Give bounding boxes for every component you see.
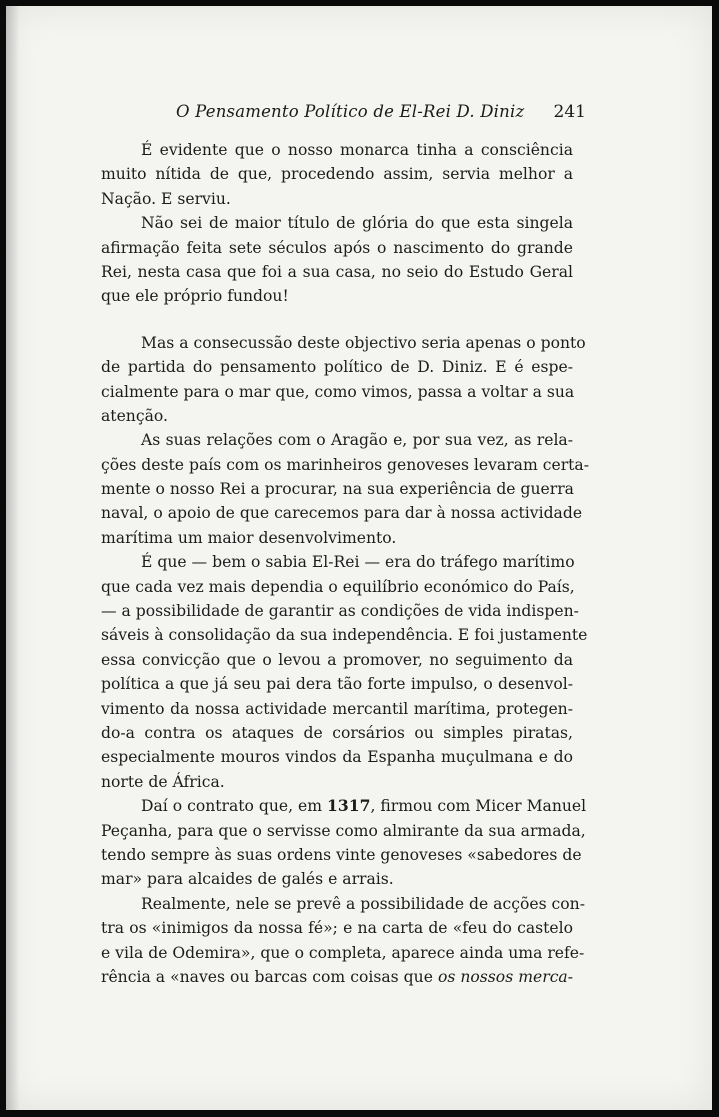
text-line: ções deste país com os marinheiros genoveses levaram certa- xyxy=(101,455,589,474)
text-line: É que — bem o sabia El-Rei — era do tráfego marítimo xyxy=(141,553,575,572)
paragraph xyxy=(101,211,573,309)
italic-quote: os nossos merca- xyxy=(437,967,573,986)
text-line: que ele próprio fundou! xyxy=(101,287,289,306)
text-line: política a que já seu pai dera tão forte impulso, o desenvol- xyxy=(101,675,573,694)
text-line: cialmente para o mar que, como vimos, passa a voltar a sua xyxy=(101,382,575,401)
text-line: marítima um maior desenvolvimento. xyxy=(101,528,397,547)
running-header xyxy=(176,102,586,130)
running-title: O Pensamento Político de El-Rei D. Diniz xyxy=(176,102,525,121)
text-line: norte de África. xyxy=(101,772,225,791)
text-line: mente o nosso Rei a procurar, na sua experiência de guerra xyxy=(101,480,574,499)
section-gap xyxy=(101,309,573,331)
text-line: tendo sempre às suas ordens vinte genoveses «sabedores de xyxy=(101,845,582,864)
text-line: Rei, nesta casa que foi a sua casa, no seio do Estudo Geral xyxy=(101,262,573,281)
page-number: 241 xyxy=(553,102,586,122)
text-line: vimento da nossa actividade mercantil marítima, protegen- xyxy=(101,699,573,718)
text-line: mar» para alcaides de galés e arrais. xyxy=(101,870,394,889)
paragraph xyxy=(101,428,589,550)
binding-shadow xyxy=(6,6,20,1110)
paragraph xyxy=(101,794,587,892)
text-line: — a possibilidade de garantir as condições de vida indispen- xyxy=(101,602,579,621)
body-text xyxy=(101,138,589,989)
text-line: As suas relações com o Aragão e, por sua vez, as rela- xyxy=(141,431,573,450)
text-line: tra os «inimigos da nossa fé»; e na carta de «feu do castelo xyxy=(101,919,573,938)
text-fragment: , firmou com Micer Manuel xyxy=(370,797,587,816)
text-line: Mas a consecussão deste objectivo seria apenas o ponto xyxy=(141,333,586,352)
text-line: sáveis à consolidação da sua independência. E foi justamente xyxy=(101,626,588,645)
text-line: Peçanha, para que o servisse como almirante da sua armada, xyxy=(101,821,586,840)
text-fragment: Daí o contrato que, em xyxy=(141,797,328,816)
text-line: do-a contra os ataques de corsários ou simples piratas, xyxy=(101,723,573,742)
text-line: de partida do pensamento político de D. Diniz. E é espe- xyxy=(101,358,573,377)
text-line: muito nítida de que, procedendo assim, servia melhor a xyxy=(101,165,573,184)
paragraph xyxy=(101,138,573,211)
text-line: Nação. E serviu. xyxy=(101,189,231,208)
paragraph xyxy=(101,550,588,794)
text-line: Realmente, nele se prevê a possibilidade de acções con- xyxy=(141,894,585,913)
text-line: É evidente que o nosso monarca tinha a consciência xyxy=(141,141,573,159)
text-line: Não sei de maior título de glória do que esta singela xyxy=(141,214,573,233)
text-line: afirmação feita sete séculos após o nascimento do grande xyxy=(101,238,573,257)
text-line xyxy=(101,794,587,818)
year-emphasis: 1317 xyxy=(327,796,371,816)
text-line xyxy=(101,965,573,989)
text-line: e vila de Odemira», que o completa, aparece ainda uma refe- xyxy=(101,943,585,962)
text-line: atenção. xyxy=(101,406,168,425)
text-fragment: rência a «naves ou barcas com coisas que xyxy=(101,967,438,986)
text-line: naval, o apoio de que carecemos para dar à nossa actividade xyxy=(101,504,583,523)
text-line: que cada vez mais dependia o equilíbrio económico do País, xyxy=(101,577,575,596)
text-line: essa convicção que o levou a promover, no seguimento da xyxy=(101,650,573,669)
text-line: especialmente mouros vindos da Espanha muçulmana e do xyxy=(101,748,573,767)
paragraph xyxy=(101,331,586,429)
paragraph xyxy=(101,892,585,990)
